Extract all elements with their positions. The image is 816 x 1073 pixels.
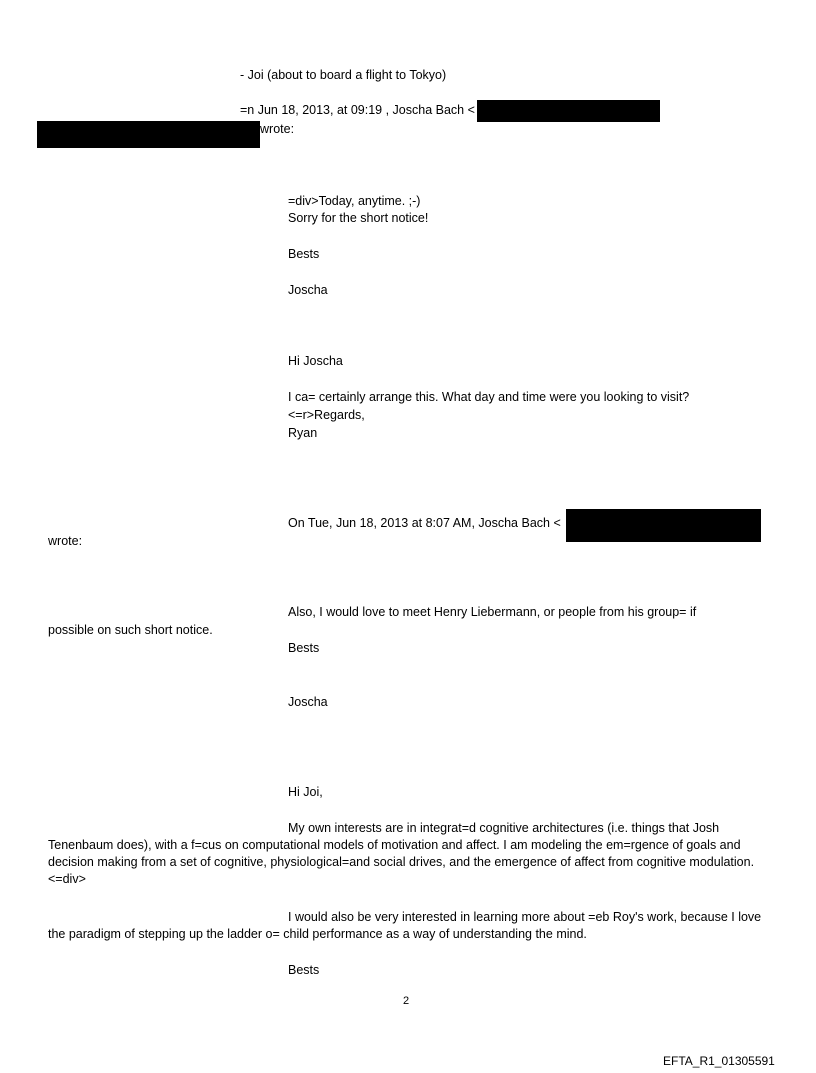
- redaction-box: [477, 100, 660, 122]
- msg2-signature: Ryan: [288, 426, 318, 440]
- msg2-line2: <=r>Regards,: [288, 408, 365, 422]
- sign-off: - Joi (about to board a flight to Tokyo): [240, 68, 447, 82]
- msg1-signature: Joscha: [288, 283, 328, 297]
- msg4-bests: Bests: [288, 963, 320, 977]
- msg3-line1: Also, I would love to meet Henry Liebermann, or people from his group= if: [288, 605, 697, 619]
- msg3-line1-cont: possible on such short notice.: [48, 623, 213, 637]
- msg2-line1: I ca= certainly arrange this. What day and time were you looking to visit?: [288, 390, 690, 404]
- page-number: 2: [403, 995, 410, 1007]
- msg4-paragraph-1-text: My own interests are in integrat=d cognitive architectures (i.e. things that Josh Tenenbaum does), with a f=cus on computational models of motivation and affect. I am modeling the em=rgence of goals and decision making from a set of cognitive, physiological=and social drives, and the emergence of affect from cognitive modulation.<=div>: [48, 821, 755, 886]
- msg1-line2: Sorry for the short notice!: [288, 211, 429, 225]
- redaction-box: [37, 121, 260, 148]
- quote-header-1: =n Jun 18, 2013, at 09:19 , Joscha Bach <: [240, 103, 475, 117]
- redaction-box: [566, 509, 761, 542]
- msg4-paragraph-2: [48, 909, 778, 943]
- msg1-line1: =div>Today, anytime. ;-): [288, 194, 421, 208]
- msg4-paragraph-1: [48, 820, 778, 888]
- msg4-paragraph-2-text: I would also be very interested in learning more about =eb Roy's work, because I love the paradigm of stepping up the ladder o= child performance as a way of understanding the mind.: [48, 910, 762, 941]
- msg3-signature: Joscha: [288, 695, 328, 709]
- msg2-greeting: Hi Joscha: [288, 354, 343, 368]
- quote-header-2-wrote: wrote:: [48, 534, 83, 548]
- msg3-bests: Bests: [288, 641, 320, 655]
- quote-header-1-wrote: wrote:: [260, 122, 295, 136]
- quote-header-2: On Tue, Jun 18, 2013 at 8:07 AM, Joscha Bach <: [288, 516, 561, 530]
- msg1-bests: Bests: [288, 247, 320, 261]
- msg4-greeting: Hi Joi,: [288, 785, 323, 799]
- document-id-footer: EFTA_R1_01305591: [663, 1054, 775, 1068]
